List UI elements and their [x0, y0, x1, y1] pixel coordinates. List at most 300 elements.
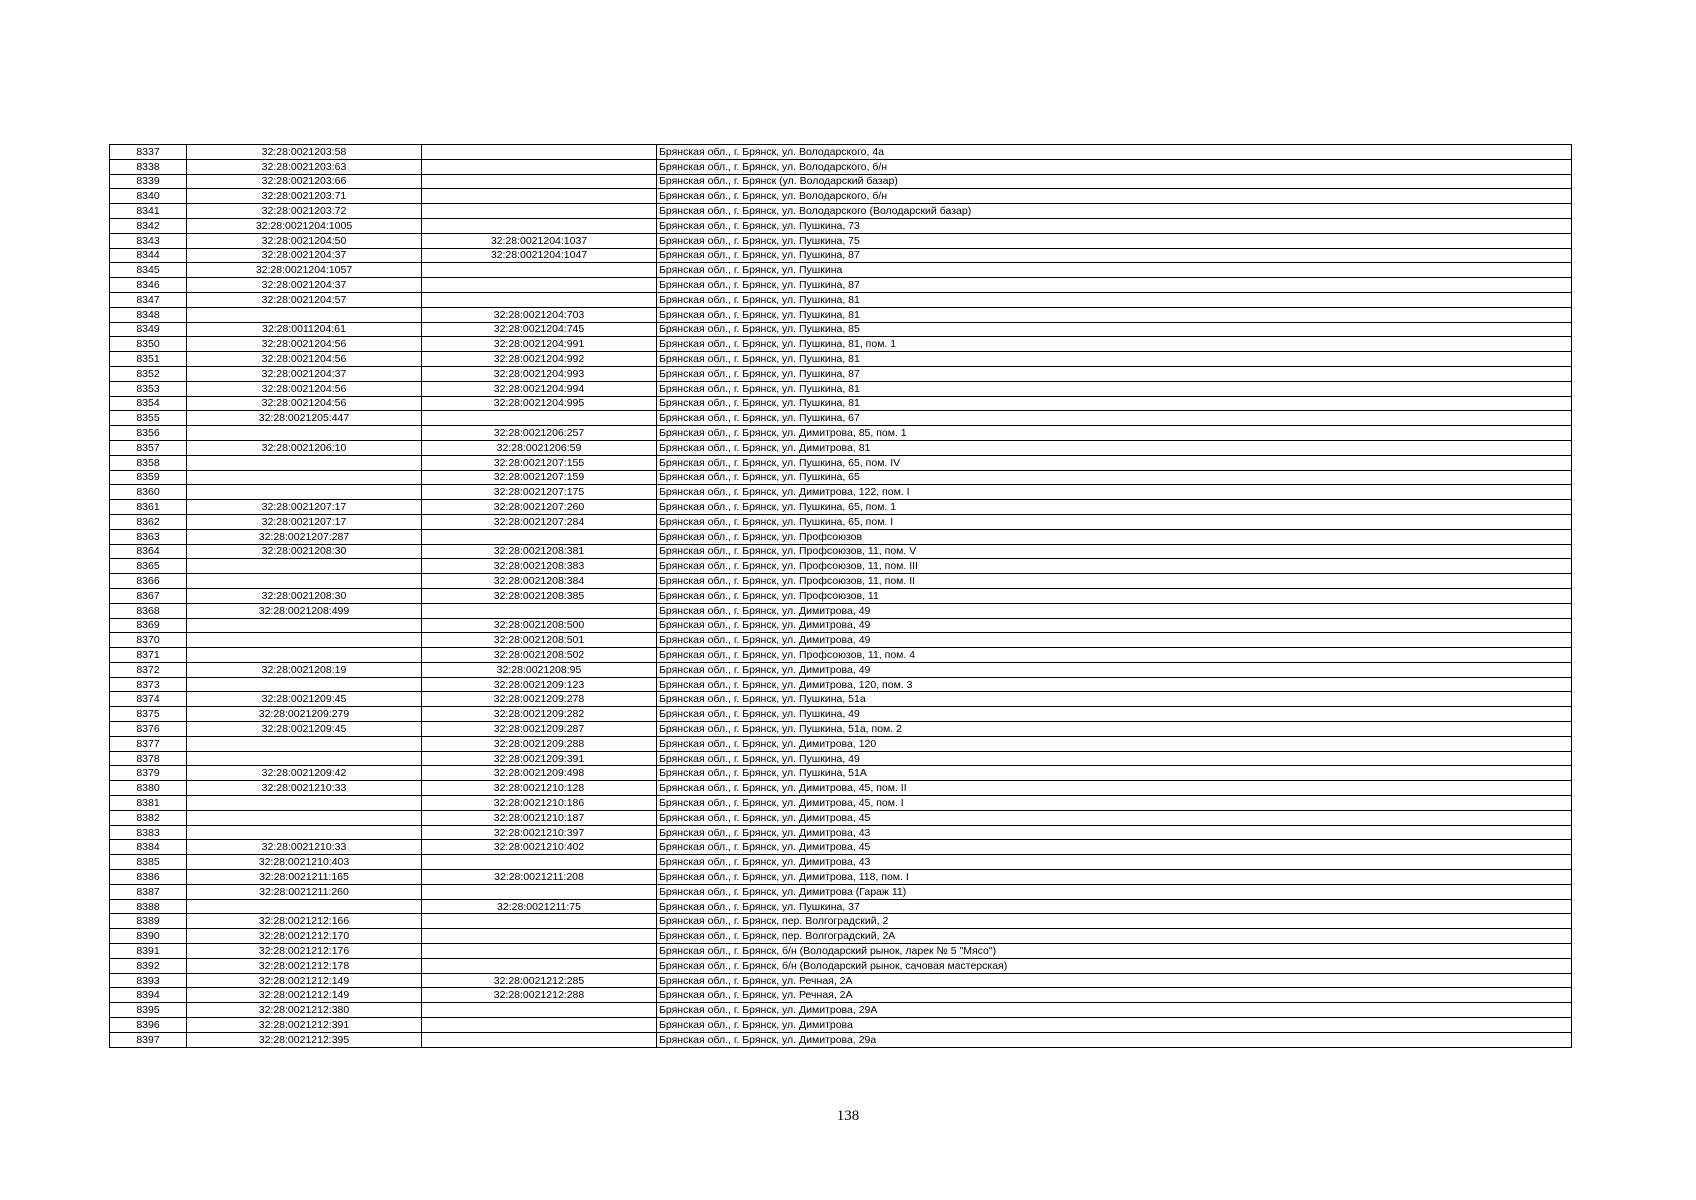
row-number-cell: 8348 [110, 307, 187, 322]
row-number-cell: 8362 [110, 514, 187, 529]
object-cadastral-cell [422, 1018, 657, 1033]
land-cadastral-cell: 32:28:0021207:287 [187, 529, 422, 544]
address-cell: Брянская обл., г. Брянск, ул. Димитрова, 49 [657, 662, 1572, 677]
object-cadastral-cell: 32:28:0021210:128 [422, 781, 657, 796]
row-number-cell: 8337 [110, 145, 187, 160]
table-row [110, 1003, 1572, 1018]
address-cell: Брянская обл., г. Брянск, ул. Профсоюзов, 11, пом. V [657, 544, 1572, 559]
land-cadastral-cell [187, 307, 422, 322]
object-cadastral-cell: 32:28:0021212:288 [422, 988, 657, 1003]
table-row [110, 514, 1572, 529]
table-row [110, 337, 1572, 352]
object-cadastral-cell: 32:28:0021204:992 [422, 352, 657, 367]
table-row [110, 603, 1572, 618]
table-row [110, 366, 1572, 381]
address-cell: Брянская обл., г. Брянск, ул. Володарского, б/н [657, 159, 1572, 174]
row-number-cell: 8385 [110, 855, 187, 870]
object-cadastral-cell: 32:28:0021204:745 [422, 322, 657, 337]
land-cadastral-cell [187, 736, 422, 751]
row-number-cell: 8374 [110, 692, 187, 707]
object-cadastral-cell: 32:28:0021204:995 [422, 396, 657, 411]
table-row [110, 455, 1572, 470]
object-cadastral-cell: 32:28:0021212:285 [422, 973, 657, 988]
page-number: 138 [836, 1108, 860, 1124]
row-number-cell: 8391 [110, 944, 187, 959]
row-number-cell: 8384 [110, 840, 187, 855]
land-cadastral-cell [187, 559, 422, 574]
address-cell: Брянская обл., г. Брянск, ул. Пушкина, 81, пом. 1 [657, 337, 1572, 352]
row-number-cell: 8368 [110, 603, 187, 618]
land-cadastral-cell [187, 899, 422, 914]
table-row [110, 500, 1572, 515]
object-cadastral-cell [422, 174, 657, 189]
table-row [110, 307, 1572, 322]
address-cell: Брянская обл., г. Брянск, ул. Пушкина, 81 [657, 307, 1572, 322]
table-row [110, 440, 1572, 455]
row-number-cell: 8392 [110, 958, 187, 973]
table-row [110, 233, 1572, 248]
table-row [110, 544, 1572, 559]
row-number-cell: 8386 [110, 870, 187, 885]
row-number-cell: 8344 [110, 248, 187, 263]
land-cadastral-cell: 32:28:0021203:66 [187, 174, 422, 189]
object-cadastral-cell: 32:28:0021207:159 [422, 470, 657, 485]
table-row [110, 973, 1572, 988]
land-cadastral-cell: 32:28:0021204:37 [187, 366, 422, 381]
table-row [110, 884, 1572, 899]
table-row [110, 722, 1572, 737]
table-row [110, 426, 1572, 441]
address-cell: Брянская обл., г. Брянск, ул. Профсоюзов, 11 [657, 588, 1572, 603]
land-cadastral-cell [187, 810, 422, 825]
address-cell: Брянская обл., г. Брянск, ул. Димитрова, 45 [657, 840, 1572, 855]
land-cadastral-cell: 32:28:0021210:403 [187, 855, 422, 870]
address-cell: Брянская обл., г. Брянск, ул. Пушкина, 73 [657, 218, 1572, 233]
row-number-cell: 8381 [110, 796, 187, 811]
row-number-cell: 8382 [110, 810, 187, 825]
row-number-cell: 8357 [110, 440, 187, 455]
row-number-cell: 8339 [110, 174, 187, 189]
land-cadastral-cell: 32:28:0021212:166 [187, 914, 422, 929]
row-number-cell: 8373 [110, 677, 187, 692]
table-row [110, 189, 1572, 204]
row-number-cell: 8394 [110, 988, 187, 1003]
land-cadastral-cell: 32:28:0021208:499 [187, 603, 422, 618]
land-cadastral-cell: 32:28:0021207:17 [187, 500, 422, 515]
row-number-cell: 8387 [110, 884, 187, 899]
table-row [110, 204, 1572, 219]
land-cadastral-cell [187, 426, 422, 441]
address-cell: Брянская обл., г. Брянск, ул. Володарского, 4а [657, 145, 1572, 160]
row-number-cell: 8371 [110, 648, 187, 663]
table-row [110, 796, 1572, 811]
table-row [110, 751, 1572, 766]
row-number-cell: 8358 [110, 455, 187, 470]
object-cadastral-cell [422, 145, 657, 160]
address-cell: Брянская обл., г. Брянск, ул. Пушкина, 65, пом. I [657, 514, 1572, 529]
address-cell: Брянская обл., г. Брянск, ул. Речная, 2А [657, 973, 1572, 988]
object-cadastral-cell: 32:28:0021208:381 [422, 544, 657, 559]
address-cell: Брянская обл., г. Брянск, ул. Димитрова, 122, пом. I [657, 485, 1572, 500]
address-cell: Брянская обл., г. Брянск, ул. Димитрова, 45, пом. II [657, 781, 1572, 796]
address-cell: Брянская обл., г. Брянск, ул. Димитрова, 120 [657, 736, 1572, 751]
table-row [110, 692, 1572, 707]
table-row [110, 411, 1572, 426]
object-cadastral-cell [422, 944, 657, 959]
object-cadastral-cell: 32:28:0021208:385 [422, 588, 657, 603]
registry-table [109, 144, 1572, 1048]
table-row [110, 618, 1572, 633]
table-row [110, 218, 1572, 233]
object-cadastral-cell [422, 278, 657, 293]
address-cell: Брянская обл., г. Брянск, ул. Пушкина, 81 [657, 352, 1572, 367]
row-number-cell: 8364 [110, 544, 187, 559]
table-row [110, 352, 1572, 367]
table-row [110, 1032, 1572, 1047]
land-cadastral-cell: 32:28:0021212:176 [187, 944, 422, 959]
object-cadastral-cell: 32:28:0021204:993 [422, 366, 657, 381]
object-cadastral-cell [422, 1032, 657, 1047]
object-cadastral-cell [422, 884, 657, 899]
land-cadastral-cell: 32:28:0021204:50 [187, 233, 422, 248]
land-cadastral-cell: 32:28:0021209:42 [187, 766, 422, 781]
object-cadastral-cell: 32:28:0021208:95 [422, 662, 657, 677]
land-cadastral-cell: 32:28:0021212:170 [187, 929, 422, 944]
object-cadastral-cell [422, 218, 657, 233]
row-number-cell: 8376 [110, 722, 187, 737]
object-cadastral-cell: 32:28:0021209:278 [422, 692, 657, 707]
land-cadastral-cell: 32:28:0021209:45 [187, 722, 422, 737]
land-cadastral-cell: 32:28:0021212:395 [187, 1032, 422, 1047]
table-row [110, 263, 1572, 278]
table-row [110, 958, 1572, 973]
land-cadastral-cell: 32:28:0021204:37 [187, 248, 422, 263]
table-row [110, 899, 1572, 914]
land-cadastral-cell: 32:28:0021211:260 [187, 884, 422, 899]
land-cadastral-cell: 32:28:0021203:58 [187, 145, 422, 160]
table-row [110, 810, 1572, 825]
land-cadastral-cell: 32:28:0021203:71 [187, 189, 422, 204]
table-row [110, 648, 1572, 663]
row-number-cell: 8375 [110, 707, 187, 722]
object-cadastral-cell: 32:28:0021204:994 [422, 381, 657, 396]
land-cadastral-cell: 32:28:0021211:165 [187, 870, 422, 885]
table-row [110, 574, 1572, 589]
object-cadastral-cell [422, 204, 657, 219]
row-number-cell: 8349 [110, 322, 187, 337]
row-number-cell: 8367 [110, 588, 187, 603]
row-number-cell: 8389 [110, 914, 187, 929]
land-cadastral-cell: 32:28:0011204:61 [187, 322, 422, 337]
land-cadastral-cell [187, 677, 422, 692]
row-number-cell: 8341 [110, 204, 187, 219]
object-cadastral-cell: 32:28:0021209:391 [422, 751, 657, 766]
land-cadastral-cell: 32:28:0021212:149 [187, 988, 422, 1003]
object-cadastral-cell: 32:28:0021206:59 [422, 440, 657, 455]
land-cadastral-cell: 32:28:0021209:45 [187, 692, 422, 707]
object-cadastral-cell: 32:28:0021204:1047 [422, 248, 657, 263]
address-cell: Брянская обл., г. Брянск, ул. Димитрова, 49 [657, 603, 1572, 618]
table-row [110, 485, 1572, 500]
address-cell: Брянская обл., г. Брянск, ул. Димитрова, 45, пом. I [657, 796, 1572, 811]
land-cadastral-cell [187, 574, 422, 589]
row-number-cell: 8369 [110, 618, 187, 633]
object-cadastral-cell: 32:28:0021208:384 [422, 574, 657, 589]
land-cadastral-cell [187, 796, 422, 811]
address-cell: Брянская обл., г. Брянск, ул. Пушкина, 65, пом. 1 [657, 500, 1572, 515]
land-cadastral-cell [187, 455, 422, 470]
object-cadastral-cell: 32:28:0021209:288 [422, 736, 657, 751]
row-number-cell: 8352 [110, 366, 187, 381]
address-cell: Брянская обл., г. Брянск, ул. Димитрова, 43 [657, 855, 1572, 870]
address-cell: Брянская обл., г. Брянск, ул. Пушкина, 51а, пом. 2 [657, 722, 1572, 737]
row-number-cell: 8383 [110, 825, 187, 840]
land-cadastral-cell: 32:28:0021204:1057 [187, 263, 422, 278]
address-cell: Брянская обл., г. Брянск, ул. Пушкина, 51А [657, 766, 1572, 781]
address-cell: Брянская обл., г. Брянск, ул. Димитрова, 120, пом. 3 [657, 677, 1572, 692]
table-row [110, 588, 1572, 603]
object-cadastral-cell: 32:28:0021210:187 [422, 810, 657, 825]
object-cadastral-cell [422, 929, 657, 944]
land-cadastral-cell: 32:28:0021210:33 [187, 781, 422, 796]
table-row [110, 381, 1572, 396]
table-row [110, 174, 1572, 189]
object-cadastral-cell: 32:28:0021207:155 [422, 455, 657, 470]
address-cell: Брянская обл., г. Брянск (ул. Володарский базар) [657, 174, 1572, 189]
land-cadastral-cell: 32:28:0021205:447 [187, 411, 422, 426]
table-row [110, 1018, 1572, 1033]
address-cell: Брянская обл., г. Брянск, ул. Димитрова, 29А [657, 1003, 1572, 1018]
land-cadastral-cell: 32:28:0021204:56 [187, 381, 422, 396]
address-cell: Брянская обл., г. Брянск, ул. Пушкина, 75 [657, 233, 1572, 248]
row-number-cell: 8395 [110, 1003, 187, 1018]
row-number-cell: 8396 [110, 1018, 187, 1033]
row-number-cell: 8338 [110, 159, 187, 174]
row-number-cell: 8359 [110, 470, 187, 485]
row-number-cell: 8388 [110, 899, 187, 914]
address-cell: Брянская обл., г. Брянск, ул. Пушкина, 67 [657, 411, 1572, 426]
land-cadastral-cell [187, 633, 422, 648]
object-cadastral-cell [422, 189, 657, 204]
object-cadastral-cell: 32:28:0021204:703 [422, 307, 657, 322]
row-number-cell: 8360 [110, 485, 187, 500]
address-cell: Брянская обл., г. Брянск, ул. Димитрова, 85, пом. 1 [657, 426, 1572, 441]
address-cell: Брянская обл., г. Брянск, ул. Пушкина, 65 [657, 470, 1572, 485]
table-row [110, 929, 1572, 944]
table-row [110, 145, 1572, 160]
object-cadastral-cell [422, 958, 657, 973]
address-cell: Брянская обл., г. Брянск, пер. Волгоградский, 2А [657, 929, 1572, 944]
table-row [110, 322, 1572, 337]
land-cadastral-cell [187, 618, 422, 633]
row-number-cell: 8372 [110, 662, 187, 677]
object-cadastral-cell [422, 603, 657, 618]
object-cadastral-cell: 32:28:0021209:282 [422, 707, 657, 722]
row-number-cell: 8340 [110, 189, 187, 204]
object-cadastral-cell: 32:28:0021210:186 [422, 796, 657, 811]
table-row [110, 707, 1572, 722]
land-cadastral-cell: 32:28:0021209:279 [187, 707, 422, 722]
address-cell: Брянская обл., г. Брянск, ул. Профсоюзов, 11, пом. III [657, 559, 1572, 574]
object-cadastral-cell: 32:28:0021210:397 [422, 825, 657, 840]
address-cell: Брянская обл., г. Брянск, б/н (Володарский рынок, сачовая мастерская) [657, 958, 1572, 973]
land-cadastral-cell: 32:28:0021204:56 [187, 396, 422, 411]
address-cell: Брянская обл., г. Брянск, ул. Димитрова, 29а [657, 1032, 1572, 1047]
table-row [110, 781, 1572, 796]
address-cell: Брянская обл., г. Брянск, ул. Володарского (Володарский базар) [657, 204, 1572, 219]
address-cell: Брянская обл., г. Брянск, ул. Пушкина, 81 [657, 381, 1572, 396]
land-cadastral-cell [187, 825, 422, 840]
land-cadastral-cell: 32:28:0021204:57 [187, 292, 422, 307]
address-cell: Брянская обл., г. Брянск, ул. Пушкина, 87 [657, 278, 1572, 293]
land-cadastral-cell: 32:28:0021206:10 [187, 440, 422, 455]
row-number-cell: 8345 [110, 263, 187, 278]
row-number-cell: 8353 [110, 381, 187, 396]
row-number-cell: 8380 [110, 781, 187, 796]
object-cadastral-cell [422, 159, 657, 174]
address-cell: Брянская обл., г. Брянск, ул. Профсоюзов, 11, пом. 4 [657, 648, 1572, 663]
address-cell: Брянская обл., г. Брянск, ул. Димитрова, 118, пом. I [657, 870, 1572, 885]
object-cadastral-cell: 32:28:0021208:383 [422, 559, 657, 574]
address-cell: Брянская обл., г. Брянск, ул. Пушкина, 65, пом. IV [657, 455, 1572, 470]
address-cell: Брянская обл., г. Брянск, пер. Волгоградский, 2 [657, 914, 1572, 929]
object-cadastral-cell [422, 914, 657, 929]
table-row [110, 914, 1572, 929]
row-number-cell: 8361 [110, 500, 187, 515]
address-cell: Брянская обл., г. Брянск, ул. Димитрова (Гараж 11) [657, 884, 1572, 899]
address-cell: Брянская обл., г. Брянск, ул. Димитрова, 81 [657, 440, 1572, 455]
land-cadastral-cell: 32:28:0021204:1005 [187, 218, 422, 233]
object-cadastral-cell: 32:28:0021209:287 [422, 722, 657, 737]
row-number-cell: 8393 [110, 973, 187, 988]
address-cell: Брянская обл., г. Брянск, ул. Профсоюзов [657, 529, 1572, 544]
object-cadastral-cell: 32:28:0021207:284 [422, 514, 657, 529]
land-cadastral-cell: 32:28:0021204:37 [187, 278, 422, 293]
address-cell: Брянская обл., г. Брянск, ул. Пушкина, 51а [657, 692, 1572, 707]
table-row [110, 855, 1572, 870]
address-cell: Брянская обл., г. Брянск, ул. Димитрова, 49 [657, 618, 1572, 633]
table-row [110, 825, 1572, 840]
row-number-cell: 8363 [110, 529, 187, 544]
table-row [110, 944, 1572, 959]
land-cadastral-cell [187, 751, 422, 766]
object-cadastral-cell: 32:28:0021206:257 [422, 426, 657, 441]
land-cadastral-cell: 32:28:0021203:63 [187, 159, 422, 174]
row-number-cell: 8370 [110, 633, 187, 648]
address-cell: Брянская обл., г. Брянск, ул. Димитрова [657, 1018, 1572, 1033]
object-cadastral-cell: 32:28:0021209:123 [422, 677, 657, 692]
object-cadastral-cell [422, 529, 657, 544]
table-row [110, 292, 1572, 307]
object-cadastral-cell: 32:28:0021209:498 [422, 766, 657, 781]
land-cadastral-cell: 32:28:0021212:149 [187, 973, 422, 988]
address-cell: Брянская обл., г. Брянск, ул. Пушкина, 87 [657, 248, 1572, 263]
object-cadastral-cell: 32:28:0021208:500 [422, 618, 657, 633]
address-cell: Брянская обл., г. Брянск, ул. Димитрова, 43 [657, 825, 1572, 840]
land-cadastral-cell [187, 485, 422, 500]
table-row [110, 470, 1572, 485]
object-cadastral-cell: 32:28:0021204:1037 [422, 233, 657, 248]
row-number-cell: 8397 [110, 1032, 187, 1047]
land-cadastral-cell: 32:28:0021212:380 [187, 1003, 422, 1018]
land-cadastral-cell [187, 648, 422, 663]
address-cell: Брянская обл., г. Брянск, ул. Пушкина, 49 [657, 751, 1572, 766]
table-row [110, 662, 1572, 677]
table-row [110, 159, 1572, 174]
table-row [110, 396, 1572, 411]
object-cadastral-cell [422, 292, 657, 307]
table-row [110, 633, 1572, 648]
address-cell: Брянская обл., г. Брянск, ул. Димитрова, 45 [657, 810, 1572, 825]
row-number-cell: 8354 [110, 396, 187, 411]
address-cell: Брянская обл., г. Брянск, ул. Речная, 2А [657, 988, 1572, 1003]
address-cell: Брянская обл., г. Брянск, ул. Пушкина, 37 [657, 899, 1572, 914]
table-row [110, 248, 1572, 263]
land-cadastral-cell [187, 470, 422, 485]
object-cadastral-cell: 32:28:0021207:260 [422, 500, 657, 515]
row-number-cell: 8379 [110, 766, 187, 781]
object-cadastral-cell: 32:28:0021204:991 [422, 337, 657, 352]
address-cell: Брянская обл., г. Брянск, ул. Володарского, б/н [657, 189, 1572, 204]
row-number-cell: 8378 [110, 751, 187, 766]
row-number-cell: 8343 [110, 233, 187, 248]
land-cadastral-cell: 32:28:0021212:391 [187, 1018, 422, 1033]
address-cell: Брянская обл., г. Брянск, ул. Профсоюзов, 11, пом. II [657, 574, 1572, 589]
row-number-cell: 8355 [110, 411, 187, 426]
land-cadastral-cell: 32:28:0021204:56 [187, 337, 422, 352]
address-cell: Брянская обл., г. Брянск, ул. Димитрова, 49 [657, 633, 1572, 648]
address-cell: Брянская обл., г. Брянск, ул. Пушкина, 87 [657, 366, 1572, 381]
table-row [110, 840, 1572, 855]
row-number-cell: 8346 [110, 278, 187, 293]
row-number-cell: 8342 [110, 218, 187, 233]
land-cadastral-cell: 32:28:0021208:19 [187, 662, 422, 677]
object-cadastral-cell: 32:28:0021211:75 [422, 899, 657, 914]
object-cadastral-cell [422, 263, 657, 278]
table-body [110, 145, 1572, 1048]
land-cadastral-cell: 32:28:0021203:72 [187, 204, 422, 219]
land-cadastral-cell: 32:28:0021208:30 [187, 544, 422, 559]
table-row [110, 766, 1572, 781]
table-row [110, 736, 1572, 751]
land-cadastral-cell: 32:28:0021208:30 [187, 588, 422, 603]
object-cadastral-cell: 32:28:0021210:402 [422, 840, 657, 855]
object-cadastral-cell: 32:28:0021208:502 [422, 648, 657, 663]
land-cadastral-cell: 32:28:0021204:56 [187, 352, 422, 367]
land-cadastral-cell: 32:28:0021207:17 [187, 514, 422, 529]
row-number-cell: 8390 [110, 929, 187, 944]
address-cell: Брянская обл., г. Брянск, ул. Пушкина, 81 [657, 292, 1572, 307]
address-cell: Брянская обл., г. Брянск, ул. Пушкина [657, 263, 1572, 278]
row-number-cell: 8377 [110, 736, 187, 751]
address-cell: Брянская обл., г. Брянск, ул. Пушкина, 49 [657, 707, 1572, 722]
land-cadastral-cell: 32:28:0021212:178 [187, 958, 422, 973]
row-number-cell: 8350 [110, 337, 187, 352]
table-row [110, 278, 1572, 293]
object-cadastral-cell [422, 1003, 657, 1018]
row-number-cell: 8351 [110, 352, 187, 367]
row-number-cell: 8366 [110, 574, 187, 589]
table-row [110, 559, 1572, 574]
table-row [110, 870, 1572, 885]
object-cadastral-cell: 32:28:0021208:501 [422, 633, 657, 648]
address-cell: Брянская обл., г. Брянск, б/н (Володарский рынок, ларек № 5 "Мясо") [657, 944, 1572, 959]
row-number-cell: 8365 [110, 559, 187, 574]
object-cadastral-cell: 32:28:0021211:208 [422, 870, 657, 885]
table-row [110, 677, 1572, 692]
row-number-cell: 8356 [110, 426, 187, 441]
land-cadastral-cell: 32:28:0021210:33 [187, 840, 422, 855]
